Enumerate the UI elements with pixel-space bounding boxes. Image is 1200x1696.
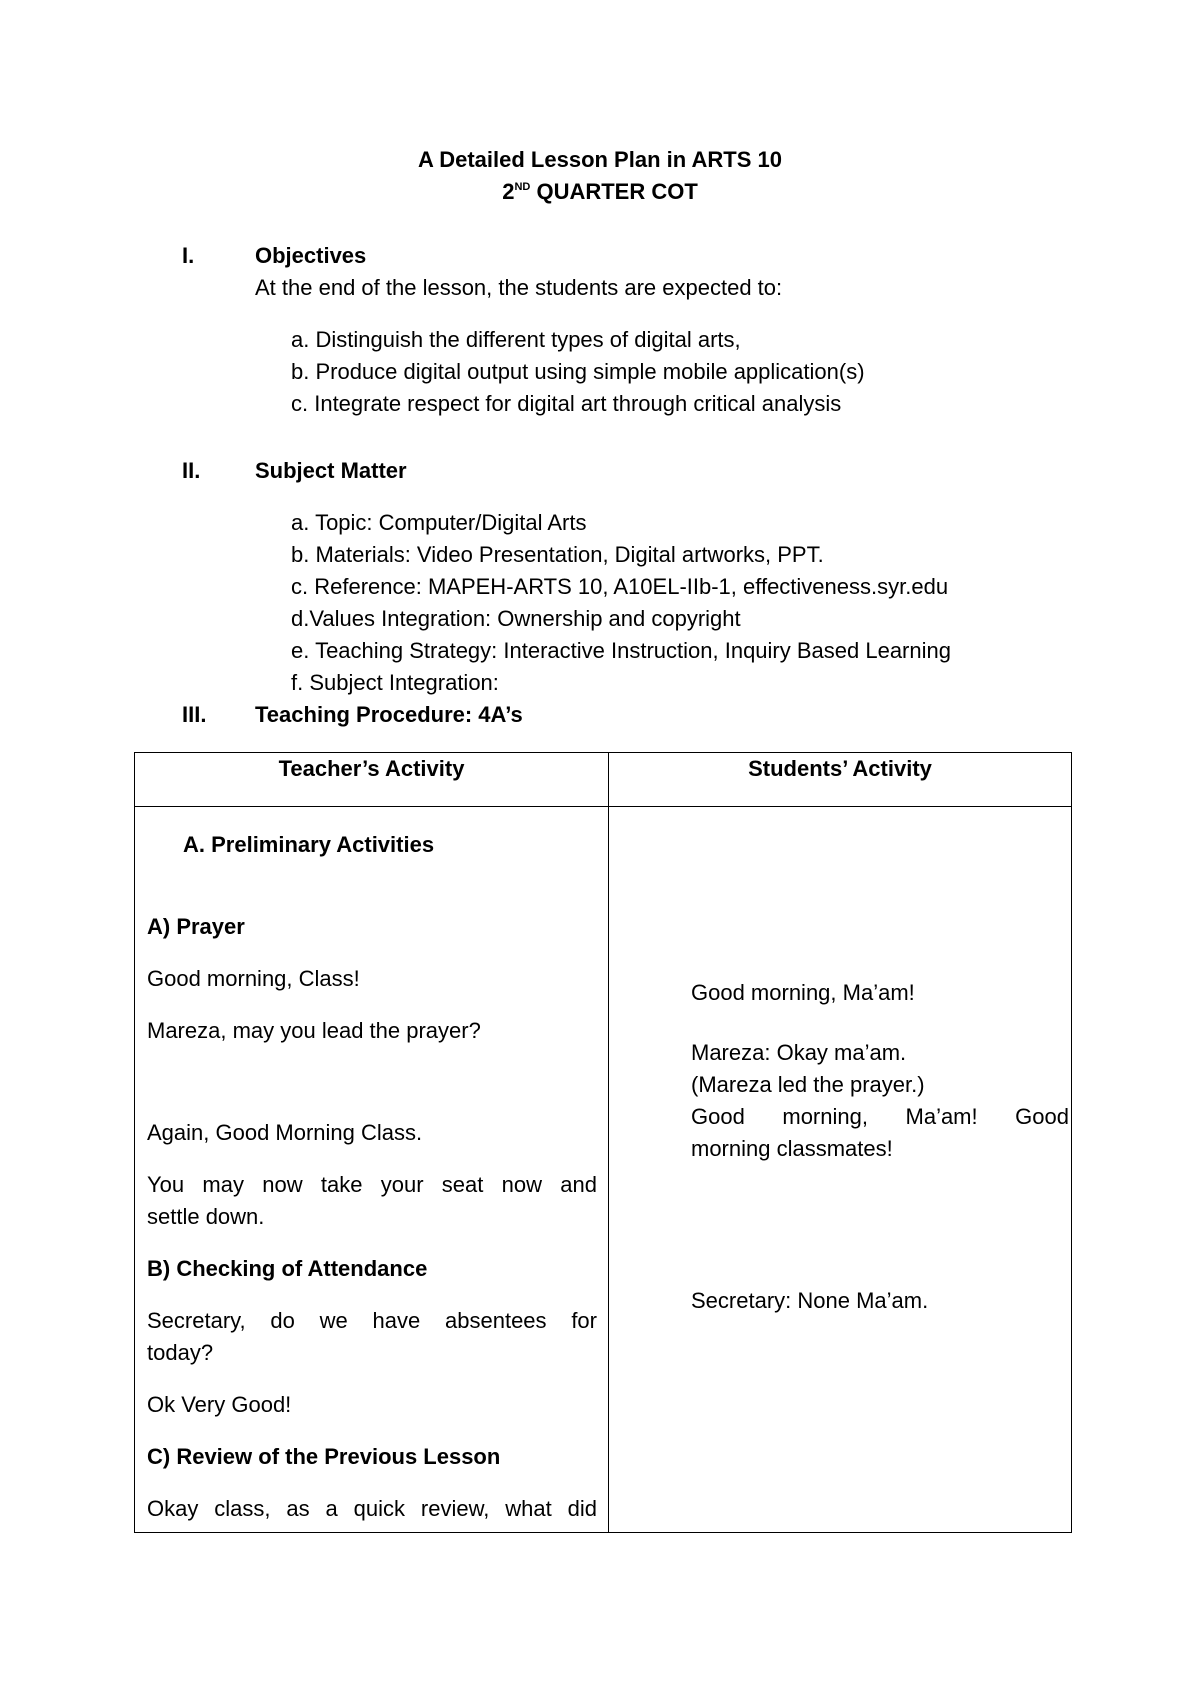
objectives-intro: At the end of the lesson, the students are expected to: xyxy=(255,275,783,300)
mareza-reply: Mareza: Okay ma’am. xyxy=(691,1040,907,1065)
header-students-activity: Students’ Activity xyxy=(609,753,1072,807)
objective-item: c. Integrate respect for digital art through critical analysis xyxy=(291,391,842,416)
teacher-absentees-question: Secretary, do we have absentees for xyxy=(147,1308,597,1333)
secretary-reply: Secretary: None Ma’am. xyxy=(691,1288,929,1313)
teacher-take-seat: You may now take your seat now and xyxy=(147,1172,597,1197)
document-title: A Detailed Lesson Plan in ARTS 10 xyxy=(418,147,782,172)
section-heading-objectives: Objectives xyxy=(255,243,367,268)
document-subtitle xyxy=(0,176,1200,208)
activity-table xyxy=(134,752,1072,1533)
students-greeting: Good morning, Ma’am! xyxy=(691,980,915,1005)
subject-matter-item: f. Subject Integration: xyxy=(291,670,499,695)
teacher-absentees-question-cont: today? xyxy=(147,1340,214,1365)
teacher-very-good: Ok Very Good! xyxy=(147,1392,292,1417)
subject-matter-item: d.Values Integration: Ownership and copyright xyxy=(291,606,741,631)
students-activity-cell xyxy=(609,807,1072,1533)
students-reply-cont: morning classmates! xyxy=(691,1136,893,1161)
section-numeral-objectives: I. xyxy=(182,243,195,268)
teacher-review-question: Okay class, as a quick review, what did xyxy=(147,1496,597,1521)
section-numeral-procedure: III. xyxy=(182,702,207,727)
quarter-number: 2 xyxy=(502,179,515,204)
teacher-again-greeting: Again, Good Morning Class. xyxy=(147,1120,423,1145)
table-row xyxy=(135,807,1072,1533)
subject-matter-item: a. Topic: Computer/Digital Arts xyxy=(291,510,587,535)
table-header-row xyxy=(135,753,1072,807)
attendance-heading: B) Checking of Attendance xyxy=(147,1256,428,1281)
teacher-lead-prayer: Mareza, may you lead the prayer? xyxy=(147,1018,481,1043)
section-heading-subject-matter: Subject Matter xyxy=(255,458,407,483)
teacher-activity-cell xyxy=(135,807,609,1533)
review-heading: C) Review of the Previous Lesson xyxy=(147,1444,501,1469)
prayer-heading: A) Prayer xyxy=(147,914,245,939)
teacher-greeting: Good morning, Class! xyxy=(147,966,360,991)
subject-matter-item: c. Reference: MAPEH-ARTS 10, A10EL-IIb-1, effectiveness.syr.edu xyxy=(291,574,949,599)
header-teacher-activity: Teacher’s Activity xyxy=(135,753,609,807)
quarter-ordinal: ND xyxy=(514,181,531,193)
section-heading-procedure: Teaching Procedure: 4A’s xyxy=(255,702,523,727)
teacher-take-seat-cont: settle down. xyxy=(147,1204,265,1229)
preliminary-activities-heading: A. Preliminary Activities xyxy=(183,832,435,857)
subject-matter-item: b. Materials: Video Presentation, Digital artworks, PPT. xyxy=(291,542,824,567)
students-reply: Good morning, Ma’am! Good xyxy=(691,1104,1069,1129)
objective-item: b. Produce digital output using simple mobile application(s) xyxy=(291,359,865,384)
quarter-label: QUARTER COT xyxy=(530,179,698,204)
subject-matter-item: e. Teaching Strategy: Interactive Instruction, Inquiry Based Learning xyxy=(291,638,951,663)
section-numeral-subject-matter: II. xyxy=(182,458,201,483)
mareza-led-prayer: (Mareza led the prayer.) xyxy=(691,1072,925,1097)
objective-item: a. Distinguish the different types of digital arts, xyxy=(291,327,741,352)
